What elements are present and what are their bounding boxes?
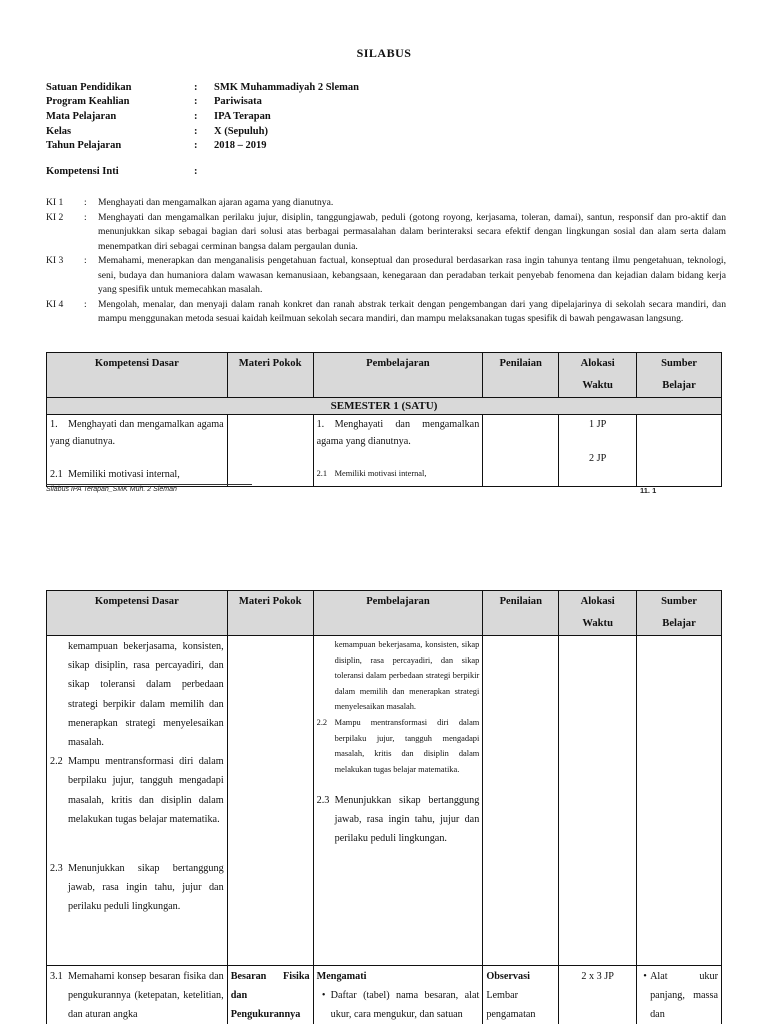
identity-block [46,80,514,153]
ki-text: Memahami, menerapkan dan menganalisis pengetahuan factual, konseptual dan prosedural berdasarkan rasa ingin tahunya tentang ilmu pengetahuan, teknologi, seni, budaya dan humaniora dalam wawasan kemanusiaan, kebangsaan, kenegaraan dan peradaban terkait penyebab fenomena dan kejadian dalam bidang kerja yang spesifik untuk memecahkan masalah. [98,255,726,295]
item-number: 3.1 [50,971,63,982]
ki-colon: : [84,211,87,223]
item-text: Memiliki motivasi internal, [334,469,427,478]
item-number: 2.3 [316,795,330,807]
header-alokasi-line1: Alokasi [580,596,615,607]
pembelajaran-cell [313,415,483,487]
kd-cell [47,415,228,487]
item-text: Mampu mentransformasi diri dalam berpilaku jujur, tangguh mengadapi masalah, kritis dan disiplin dalam melakukan tugas belajar matematika. [334,717,480,774]
meta-label: Kelas [46,125,72,137]
header-alokasi [559,353,637,398]
header-pembelajaran: Pembelajaran [313,353,483,398]
sumber-cell [637,636,722,966]
pb-item-2-3 [317,791,480,848]
item-text: Memiliki motivasi internal, [68,469,180,480]
pembelajaran-cell [313,966,483,1024]
item-number: 1. [50,419,58,430]
ki-heading [46,166,214,177]
materi-cell [227,415,313,487]
table-header-row [47,353,722,398]
syllabus-table-page1 [46,352,722,487]
semester-row [47,398,722,415]
footer-text: Silabus IPA Terapan_SMK Muh. 2 Sleman [46,486,177,493]
pb-item-1 [317,416,480,450]
item-number: 2.1 [316,469,328,478]
meta-row-kelas [46,124,514,139]
alokasi-value: 2 JP [589,453,607,464]
item-text: Mampu mentransformasi diri dalam berpilaku jujur, tangguh mengadapi masalah, kritis dan disiplin dalam melakukan tugas belajar matematika. [68,756,224,825]
meta-label: Tahun Pelajaran [46,140,122,152]
kd-item-2-1 [50,466,224,483]
page-gap [0,510,768,590]
header-materi: Materi Pokok [227,591,313,636]
kd-cell [47,636,228,966]
meta-label: Mata Pelajaran [46,110,117,122]
penilaian-heading: Observasi [486,971,530,982]
bullet-text: Alat ukur panjang, massa dan [650,971,718,1021]
header-alokasi-line1: Alokasi [580,358,615,369]
table-header-row [47,591,722,636]
ki-code: KI 2 [46,211,64,223]
item-text: Menghayati dan mengamalkan agama yang dianutnya. [50,419,224,447]
meta-colon: : [194,81,198,93]
header-penilaian: Penilaian [483,353,559,398]
meta-colon: : [194,96,198,108]
ki-colon: : [84,255,87,266]
materi-cell [227,636,313,966]
meta-value: X (Sepuluh) [214,125,268,137]
meta-value: Pariwisata [214,96,262,108]
ki-item [46,196,726,211]
header-sumber-line2: Belajar [662,618,696,629]
ki-colon: : [84,298,87,310]
bullet-text: Daftar (tabel) nama besaran, alat ukur, cara mengukur, dan satuan [330,990,480,1021]
header-penilaian: Penilaian [483,591,559,636]
item-number: 2.2 [316,717,328,727]
item-text: Menunjukkan sikap bertanggung jawab, rasa ingin tahu, jujur dan perilaku peduli lingkungan. [68,863,224,913]
ki-heading-colon: : [194,166,198,177]
document-page-2 [0,588,768,1024]
syllabus-table-page2 [46,590,722,1024]
alokasi-value: 2 x 3 JP [581,971,614,982]
penilaian-text: Lembar pengamatan [486,990,536,1021]
kd-item-3-1 [50,967,224,1024]
ki-heading-label: Kompetensi Inti [46,166,119,177]
materi-title: Besaran Fisika dan Pengukurannya [230,971,310,1021]
ki-code: KI 4 [46,298,64,310]
header-sumber-line2: Belajar [662,380,696,391]
item-text: Menghayati dan mengamalkan agama yang dianutnya. [316,419,480,447]
ki-text: Menghayati dan mengamalkan ajaran agama yang dianutnya. [98,197,334,208]
pb-item-2-1 [317,466,480,482]
meta-label: Satuan Pendidikan [46,81,132,93]
item-number: 1. [316,419,325,430]
ki-text: Menghayati dan mengamalkan perilaku jujur, disiplin, tanggungjawab, peduli (gotong royong, kerjasama, toleran, damai), santun, responsif dan pro-aktif dan menunjukkan sikap sebagai bagian dari solusi atas berbagai permasalahan dalam berinteraksi secara efektif dengan lingkungan sosial dan alam serta dalam menempatkan diri sebagai cerminan bangsa dalam pergaulan dunia. [98,211,726,252]
pb-heading: Mengamati [316,971,367,982]
header-pembelajaran: Pembelajaran [313,591,483,636]
alokasi-cell [559,415,637,487]
bullet-icon: • [321,990,326,1002]
bullet-icon: • [643,971,647,982]
page-number: 11. 1 [640,486,657,495]
penilaian-cell [483,636,559,966]
header-sumber [637,353,722,398]
kd-item-1 [50,416,224,450]
ki-code: KI 1 [46,197,64,208]
meta-colon: : [194,110,198,122]
materi-cell [227,966,313,1024]
document-page-1 [0,0,768,510]
kd-continuation: kemampuan bekerjasama, konsisten, sikap disiplin, rasa percayadiri, dan sikap toleransi dalam perbedaan strategi berpikir dalam memilih dan menerapkan strategi menyelesaikan masalah. [68,641,224,749]
meta-colon: : [194,125,198,137]
meta-value: IPA Terapan [214,110,271,122]
header-alokasi-line2: Waktu [582,380,613,391]
header-alokasi-line2: Waktu [582,618,613,629]
ki-colon: : [84,197,87,208]
kd-item-2-3 [50,859,224,917]
ki-item [46,254,726,298]
item-number: 2.1 [50,469,63,480]
meta-row-satuan [46,80,514,95]
ki-list [46,196,726,327]
ki-item [46,211,726,255]
header-kd: Kompetensi Dasar [47,591,228,636]
alokasi-value: 1 JP [589,419,607,430]
meta-row-program [46,95,514,110]
penilaian-cell [483,415,559,487]
table-row [47,636,722,966]
item-text: Memahami konsep besaran fisika dan pengukurannya (ketepatan, ketelitian, dan aturan angka [68,971,224,1021]
kd-item-2-2 [50,752,224,829]
alokasi-cell [559,966,637,1024]
meta-value: 2018 – 2019 [214,140,267,152]
alokasi-cell [559,636,637,966]
header-alokasi [559,591,637,636]
penilaian-cell [483,966,559,1024]
meta-colon: : [194,140,198,152]
table-row [47,415,722,487]
ki-code: KI 3 [46,255,64,266]
meta-row-tahun [46,138,514,153]
ki-item [46,298,726,327]
pb-item-2-2 [317,715,480,777]
header-kd: Kompetensi Dasar [47,353,228,398]
item-text: Menunjukkan sikap bertanggung jawab, rasa ingin tahu, jujur dan perilaku peduli lingkungan. [334,795,480,845]
item-number: 2.2 [50,756,63,768]
header-materi: Materi Pokok [227,353,313,398]
header-sumber-line1: Sumber [661,358,697,369]
document-title: SILABUS [356,46,412,60]
table-row [47,966,722,1024]
item-number: 2.3 [50,863,63,875]
ki-text: Mengolah, menalar, dan menyaji dalam ranah konkret dan ranah abstrak terkait dengan pengembangan dari yang dipelajarinya di sekolah secara mandiri, dan mampu menggunakan metoda sesuai kaidah keilmuan sekolah secara mandiri, dan mampu melaksanakan tugas spesifik di bawah pengawasan langsung. [98,298,726,324]
meta-value: SMK Muhammadiyah 2 Sleman [214,81,359,93]
sumber-cell [637,415,722,487]
header-sumber-line1: Sumber [661,596,697,607]
header-sumber [637,591,722,636]
meta-row-mapel [46,109,514,124]
kd-cell [47,966,228,1024]
semester-label: SEMESTER 1 (SATU) [47,398,722,415]
sumber-bullet [640,967,718,1024]
pembelajaran-cell [313,636,483,966]
pb-continuation: kemampuan bekerjasama, konsisten, sikap disiplin, rasa percayadiri, dan sikap toleransi dalam perbedaan strategi berpikir dalam memilih dan menerapkan strategi menyelesaikan masalah. [334,640,480,712]
meta-label: Program Keahlian [46,96,130,108]
sumber-cell [637,966,722,1024]
footer-divider [46,484,252,485]
pb-bullet [317,986,480,1024]
